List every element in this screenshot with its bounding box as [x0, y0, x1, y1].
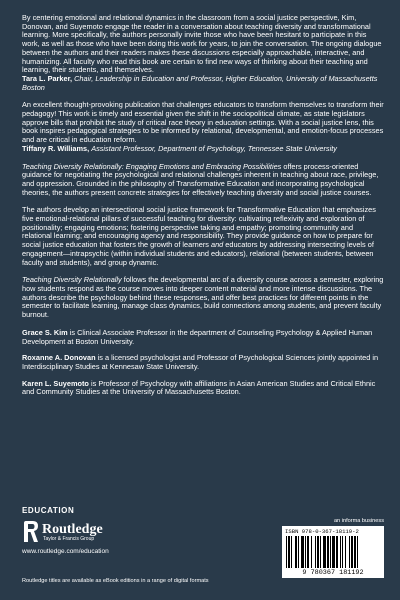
review-attribution	[22, 145, 384, 154]
description-text: educators by addressing intersecting levels of engagement—intrapsychic (within individual students and educators), relational (between students, between faculty and students), and group dynamic.	[22, 240, 374, 267]
isbn-text: ISBN 978-0-367-18119-2	[285, 528, 359, 535]
author-name: Grace S. Kim	[22, 327, 68, 337]
routledge-logo-icon	[22, 520, 40, 544]
bio-text: is Clinical Associate Professor in the department of Counseling Psychology & Applied Human Development at Boston University.	[22, 327, 373, 346]
description-text: follows the developmental arc of a diversity course across a semester, exploring how students respond as the course moves into deeper content material and more intense discussions. The authors describe the psychology behind these responses, and offer best practices for different points in the semester to facilitate learning, manage class dynamics, build connections among students, and prevent faculty burnout.	[22, 275, 384, 320]
isbn-barcode	[282, 526, 384, 578]
book-title: Teaching Diversity Relationally: Engaging Emotions and Embracing Possibilities	[22, 161, 282, 171]
description-paragraph-1	[22, 163, 384, 198]
review-text: By centering emotional and relational dynamics in the classroom from a social justice perspective, Kim, Donovan, and Suyemoto engage the reader in a conversation about teaching diversity and transformational learning. More specifically, the authors personally invite those who have been hesitant to participate in this work, as well as those who have been doing this work for years, to join the conversation. The ongoing dialogue between the authors and their readers makes these discussions especially approachable, interactive, and humanizing. All faculty who read this book are certain to find new ways of thinking about their teaching and learning, their students, and themselves.	[22, 13, 382, 75]
author-name: Roxanne A. Donovan	[22, 353, 96, 363]
description-paragraph-2	[22, 206, 384, 267]
reviewer-role: Chair, Leadership in Education and Professor, Higher Education, University of Massachusetts Boston	[22, 73, 378, 92]
book-title: Teaching Diversity Relationally	[22, 275, 122, 285]
ebook-note: Routledge titles are available as eBook editions in a range of digital formats	[22, 578, 209, 584]
author-bio	[22, 329, 384, 346]
description-text: The authors develop an intersectional social justice framework for Transformative Education that emphasizes five emotional-relational pillars of successful teaching for diversity: cultivating reflexivity and exploration of positionality; engaging emotions; fostering perspective taking and empathy; promoting community and relational learning; and encouraging agency and responsibility. They provide guidance on how to prepare for social justice education that fosters the growth of learners	[22, 205, 376, 250]
author-name: Karen L. Suyemoto	[22, 378, 89, 388]
publisher-url: www.routledge.com/education	[22, 548, 109, 555]
bio-text: is Professor of Psychology with affiliations in Asian American Studies and Critical Ethnic and Community Studies at the University of Massachusetts Boston.	[22, 378, 376, 397]
description-paragraph-3	[22, 276, 384, 320]
cover-text	[22, 14, 384, 397]
bio-text: is a licensed psychologist and Professor of Psychological Sciences jointly appointed in Interdisciplinary Studies at Kennesaw State University.	[22, 353, 379, 371]
publisher-name: Routledge	[42, 522, 103, 537]
emphasis-and: and	[211, 240, 224, 250]
review-parker	[22, 14, 384, 92]
barcode-digits: 9 780367 181192	[302, 569, 364, 577]
review-attribution	[22, 75, 384, 92]
publisher-logo	[22, 520, 142, 544]
reviewer-name: Tiffany R. Williams,	[22, 143, 90, 153]
reviewer-name: Tara L. Parker,	[22, 73, 73, 83]
barcode-icon	[286, 536, 380, 568]
subject-category: EDUCATION	[22, 506, 75, 515]
description-text: offers process-oriented guidance for negotiating the psychological and relational challenges inherent in teaching about race, privilege, and oppression. Grounded in the philosophy of Transformative Education and incorporating psychological theories, the authors present concrete strategies for effectively teaching diversity and social justice courses.	[22, 161, 379, 197]
publisher-group: Taylor & Francis Group	[43, 536, 95, 542]
review-williams	[22, 101, 384, 153]
author-bio	[22, 354, 384, 371]
author-bio	[22, 380, 384, 397]
reviewer-role: Assistant Professor, Department of Psychology, Tennessee State University	[91, 143, 337, 153]
review-text: An excellent thought-provoking publication that challenges educators to transform themselves to transform their pedagogy! This work is timely and essential given the shift in the sociopolitical climate, as state legislators approve bills that prohibit the study of critical race theory in education settings. With a social justice lens, this book inspires pedagogical strategies to be informed by relational, developmental, and emotion-focus processes and are critical in education reform.	[22, 100, 384, 145]
informa-brand: an informa business	[333, 518, 384, 524]
